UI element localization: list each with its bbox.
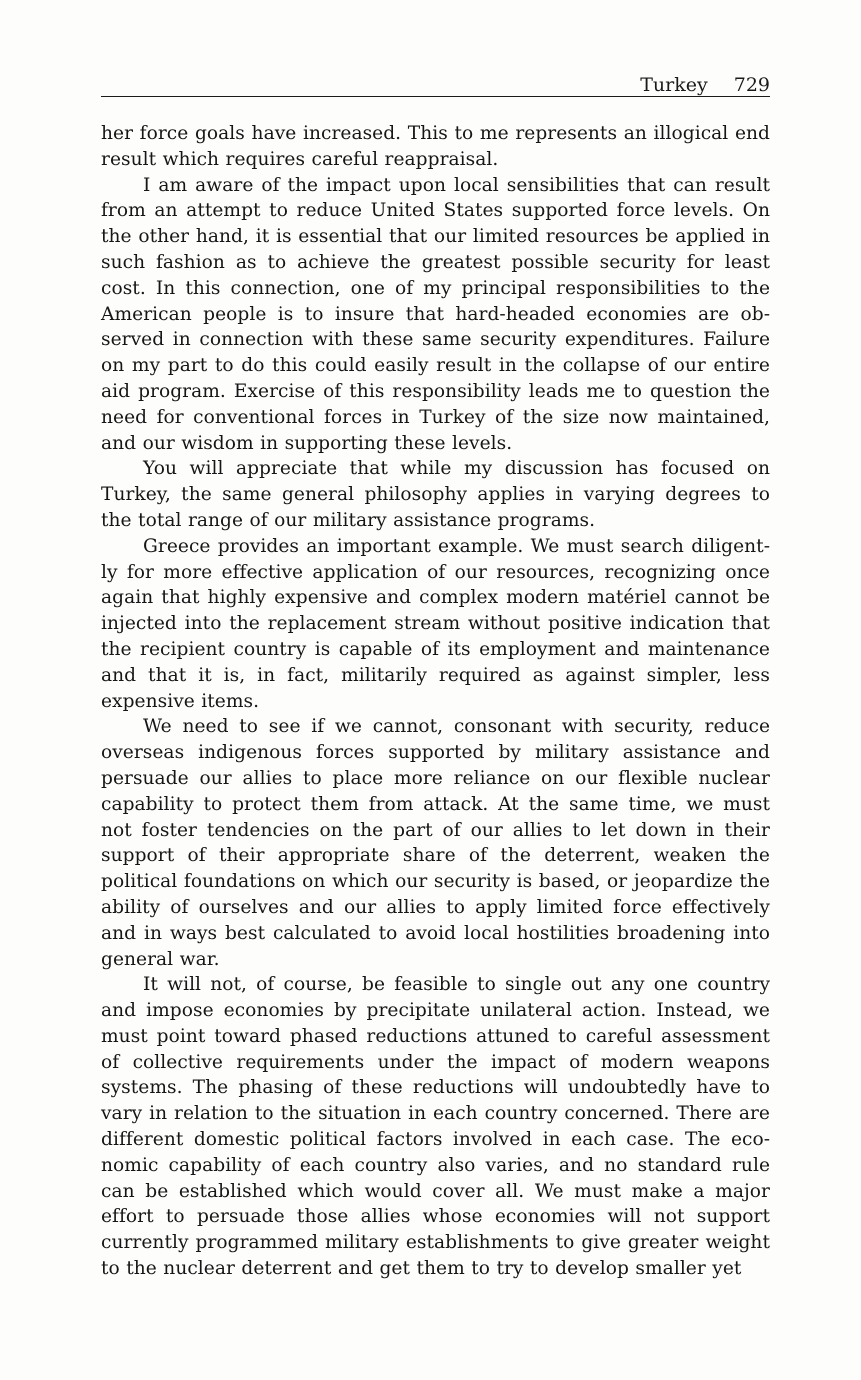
paragraph-reduce-forces: We need to see if we cannot, consonant with security, reduce overseas indigenous forces supported by military assistance and persuade our allies to place more reliance on our flexible nuclear capability to protect them from attack. At the same time, we must not foster tendencies on the part of our allies to let down in their support of their appropriate share of the deterrent, weaken the political foundations on which our security is based, or jeopardize the ability of ourselves and our allies to apply limited force effectively and in ways best calculated to avoid local hostilities broadening into general war. <box>101 716 770 970</box>
running-head <box>101 74 770 97</box>
paragraph-general-philosophy: You will appreciate that while my discussion has focused on Turkey, the same general philosophy applies in varying degrees to the total range of our military assistance programs. <box>101 458 770 531</box>
running-head-title: Turkey <box>640 74 708 96</box>
page-number: 729 <box>733 74 770 96</box>
paragraph-greece-example: Greece provides an important example. We must search diligently for more effective application of our resources, recognizing once again that highly expensive and complex modern matériel cannot be injected into the replacement stream without positive indication that the recipient country is capable of its employment and maintenance and that it is, in fact, militarily required as against simpler, less expensive items. <box>101 535 770 712</box>
paragraph-local-sensibilities: I am aware of the impact upon local sensibilities that can result from an attempt to reduce United States supported force levels. On the other hand, it is essential that our limited resources be applied in such fashion as to achieve the greatest possible security for least cost. In this connection, one of my principal responsibilities to the American people is to insure that hard-headed economies are observed in connection with these same security expenditures. Failure on my part to do this could easily result in the collapse of our entire aid program. Exercise of this responsibility leads me to question the need for conventional forces in Turkey of the size now maintained, and our wisdom in supporting these levels. <box>101 174 770 454</box>
body-text <box>101 121 770 1282</box>
paragraph-continued: her force goals have increased. This to me represents an illogical end result which requires careful reappraisal. <box>101 123 770 170</box>
paragraph-phased-reductions: It will not, of course, be feasible to single out any one country and impose economies by precipitate unilateral action. Instead, we must point toward phased reductions attuned to careful assessment of collective requirements under the impact of modern weapons systems. The phasing of these reductions will undoubtedly have to vary in relation to the situation in each country concerned. There are different domestic political factors involved in each case. The economic capability of each country also varies, and no standard rule can be established which would cover all. We must make a major effort to persuade those allies whose economies will not support currently programmed military establishments to give greater weight to the nuclear deterrent and get them to try to develop smaller yet <box>101 974 770 1280</box>
